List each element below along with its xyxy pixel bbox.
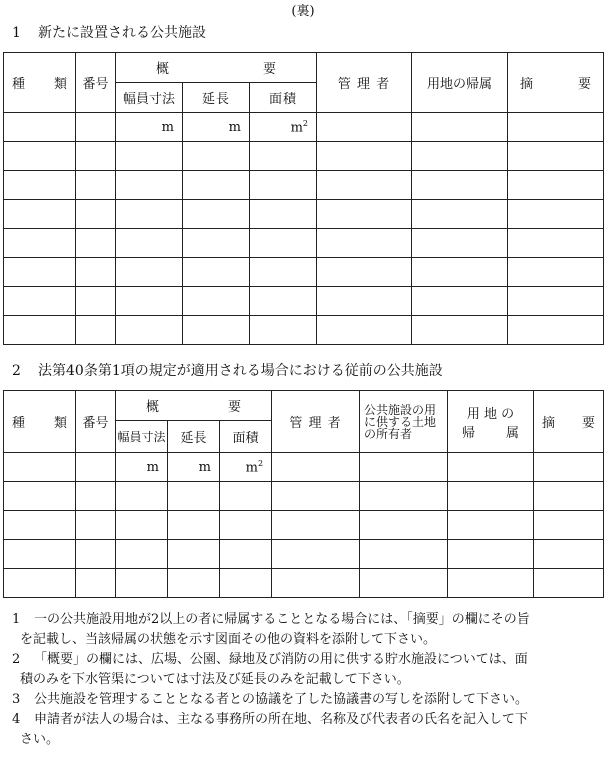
unit-width: m (116, 453, 168, 482)
section1-title: 新たに設置される公共施設 (38, 25, 206, 41)
unit-width: m (116, 113, 183, 142)
s1-header-overview: 概 要 (116, 53, 317, 83)
s2-header-number: 番号 (76, 391, 116, 453)
note-text: 「概要」の欄には、広場、公園、緑地及び消防の用に供する貯水施設については、面 (34, 652, 528, 667)
table-row (4, 482, 604, 511)
s2-header-manager: 管 理 者 (272, 391, 360, 453)
note-number: 4 (12, 712, 21, 727)
s1-header-manager: 管 理 者 (317, 53, 412, 113)
note-text-cont: を記載し、当該帰属の状態を示す図面その他の資料を添附して下さい。 (20, 632, 437, 647)
section2-table (3, 390, 604, 598)
cell[interactable] (508, 113, 604, 142)
s1-header-remarks: 摘 要 (508, 53, 604, 113)
note-item (12, 610, 602, 650)
section2-title: 法第40条第1項の規定が適用される場合における従前の公共施設 (38, 363, 443, 379)
s2-header-remarks: 摘 要 (534, 391, 604, 453)
section1-title-line (12, 22, 206, 42)
cell[interactable] (317, 113, 412, 142)
note-number: 3 (12, 692, 21, 707)
cell[interactable] (448, 453, 534, 482)
cell[interactable] (4, 113, 76, 142)
unit-length: m (183, 113, 250, 142)
section2-number: 2 (12, 363, 21, 379)
note-text-cont: 積のみを下水管渠については寸法及び延長のみを記載して下さい。 (20, 672, 410, 687)
s2-header-overview: 概 要 (116, 391, 272, 421)
note-text: 公共施設を管理することとなる者との協議を了した協議書の写しを添附して下さい。 (34, 692, 529, 707)
s2-header-land: 用 地 の 帰 属 (448, 391, 534, 453)
note-item (12, 690, 602, 710)
s2-header-width: 幅員寸法 (116, 421, 168, 453)
cell[interactable] (360, 453, 448, 482)
note-item (12, 710, 602, 750)
section2-title-line (12, 360, 443, 380)
table-row (4, 229, 604, 258)
s2-header-area: 面積 (220, 421, 272, 453)
note-text: 一の公共施設用地が2以上の者に帰属することとなる場合には、「摘要」の欄にその旨 (34, 612, 530, 627)
unit-area: $m^2$ (250, 113, 317, 142)
note-item (12, 650, 602, 690)
page-side-label: (裏) (291, 4, 315, 19)
table-row (4, 540, 604, 569)
note-text: 申請者が法人の場合は、主なる事務所の所在地、名称及び代表者の氏名を記入して下 (34, 712, 529, 727)
table-row (4, 316, 604, 345)
s2-header-owner: 公共施設の用に供する土地の所有者 (360, 391, 448, 453)
cell[interactable] (76, 113, 116, 142)
table-row (4, 142, 604, 171)
table-row (4, 171, 604, 200)
s1-header-length: 延長 (183, 83, 250, 113)
notes (12, 610, 602, 750)
s2-header-length: 延長 (168, 421, 220, 453)
s1-header-width: 幅員寸法 (116, 83, 183, 113)
section1-table (3, 52, 604, 345)
section1-number: 1 (12, 25, 21, 41)
table-row (4, 113, 604, 142)
table-row (4, 287, 604, 316)
table-row (4, 569, 604, 598)
cell[interactable] (412, 113, 508, 142)
s1-header-kind: 種 類 (4, 53, 76, 113)
cell[interactable] (76, 453, 116, 482)
s1-header-land-owner: 用地の帰属 (412, 53, 508, 113)
s2-header-kind: 種 類 (4, 391, 76, 453)
note-number: 1 (12, 612, 21, 627)
cell[interactable] (4, 453, 76, 482)
note-number: 2 (12, 652, 21, 667)
unit-length: m (168, 453, 220, 482)
note-text-cont: さい。 (20, 732, 60, 747)
s1-header-number: 番号 (76, 53, 116, 113)
cell[interactable] (272, 453, 360, 482)
table-row (4, 453, 604, 482)
unit-area: $m^2$ (220, 453, 272, 482)
s1-header-area: 面積 (250, 83, 317, 113)
table-row (4, 258, 604, 287)
table-row (4, 200, 604, 229)
cell[interactable] (534, 453, 604, 482)
table-row (4, 511, 604, 540)
